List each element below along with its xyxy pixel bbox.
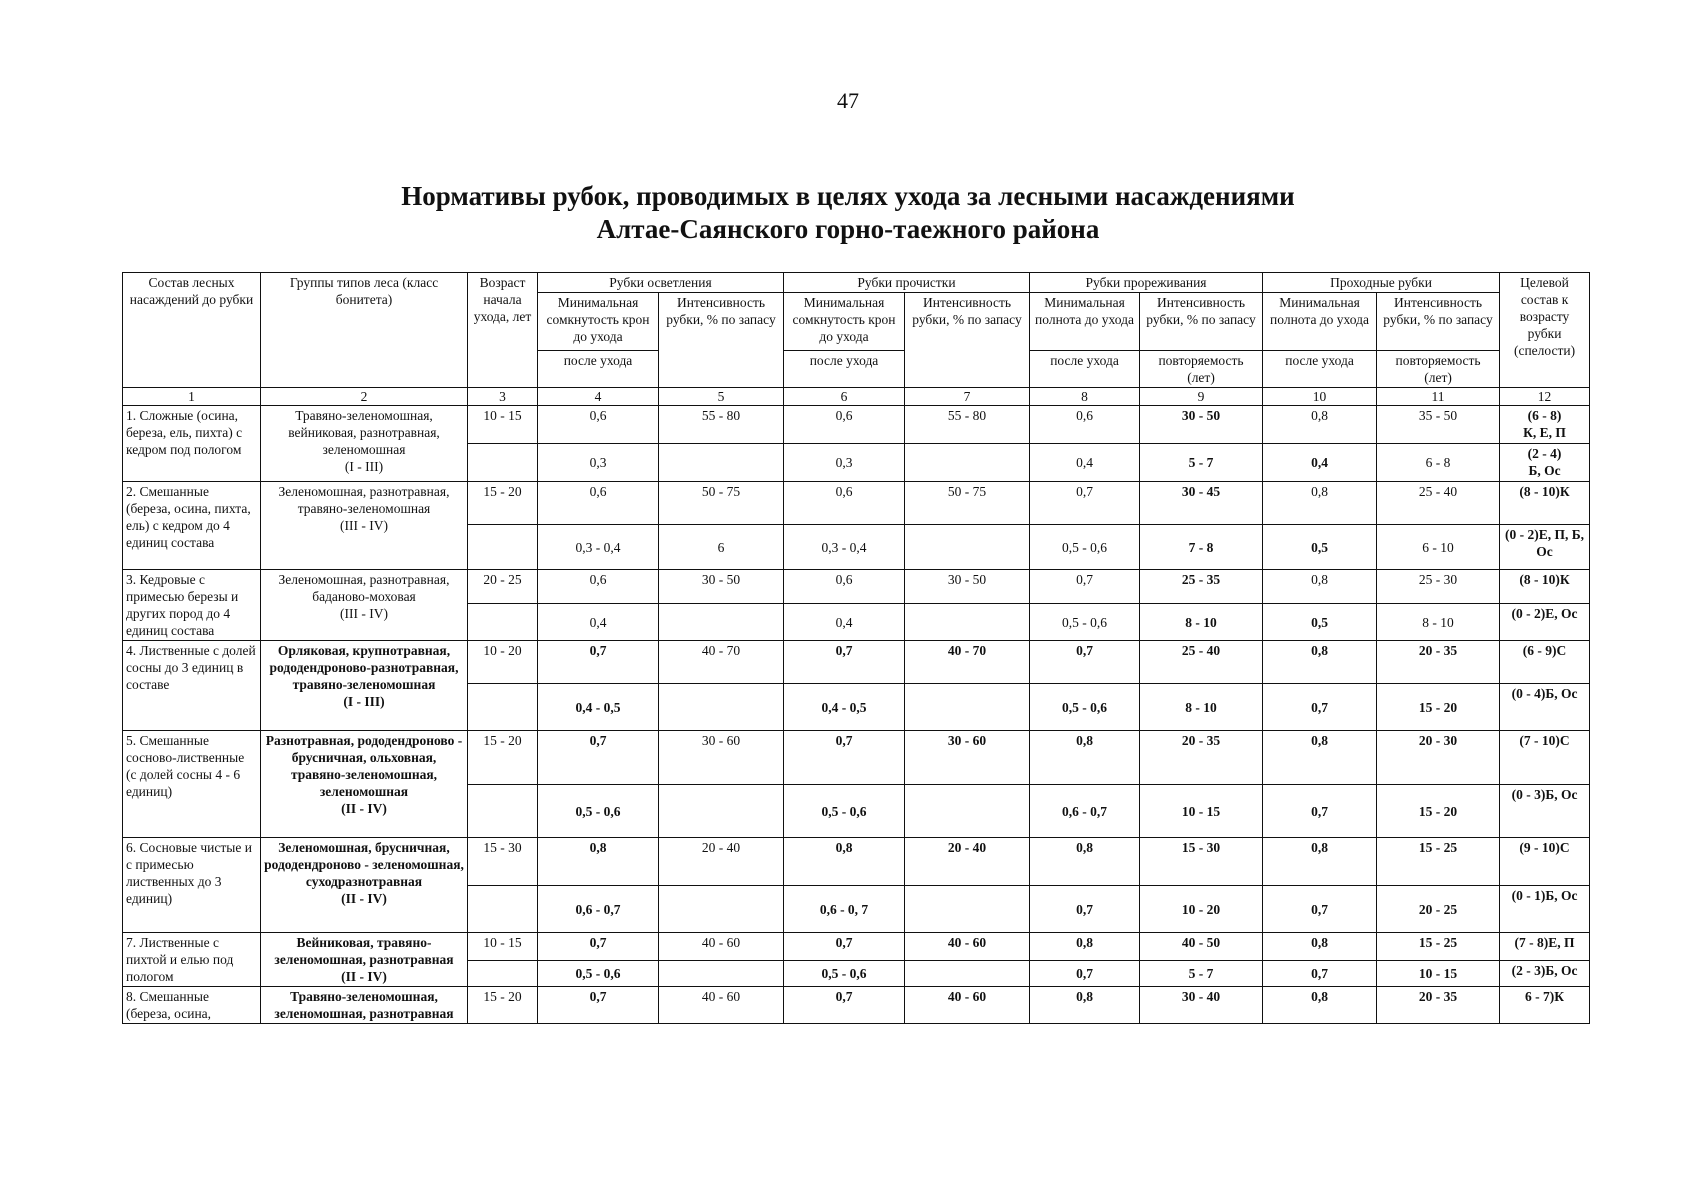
cell-value: 0,5 - 0,6 <box>538 961 659 987</box>
header-min-density-prohod: Минимальная полнота до ухода <box>1263 293 1377 351</box>
cell-value: 0,7 <box>784 933 905 961</box>
cell-empty <box>468 444 538 482</box>
header-group-prorezhivaniya: Рубки прореживания <box>1030 273 1263 293</box>
table-row <box>123 933 1590 961</box>
cell-value: 0,4 - 0,5 <box>784 684 905 731</box>
cell-value: 0,5 - 0,6 <box>538 785 659 838</box>
cell-value: (6 - 8) К, Е, П <box>1500 406 1590 444</box>
cell-value: 30 - 60 <box>905 731 1030 785</box>
page-number: 47 <box>837 88 859 113</box>
cell-value: 55 - 80 <box>905 406 1030 444</box>
title-line-1: Нормативы рубок, проводимых в целях ухода за лесными насаждениями <box>401 181 1295 211</box>
cell-value: 50 - 75 <box>905 482 1030 525</box>
cell-value: 0,8 <box>784 838 905 886</box>
cell-value: 0,8 <box>1263 731 1377 785</box>
cell-start-age: 15 - 30 <box>468 838 538 886</box>
cell-composition: 5. Смешанные сосново-лиственные (с долей сосны 4 - 6 единиц) <box>123 731 261 838</box>
header-start-age: Возраст начала ухода, лет <box>468 273 538 388</box>
cell-value: 30 - 50 <box>659 570 784 604</box>
cell-empty <box>468 961 538 987</box>
cell-value: 6 - 8 <box>1377 444 1500 482</box>
cell-value: 0,3 - 0,4 <box>538 525 659 570</box>
cell-value <box>905 961 1030 987</box>
page-title <box>0 180 1696 246</box>
table-row <box>123 641 1590 684</box>
cell-value: 0,6 - 0, 7 <box>784 886 905 933</box>
column-number-8: 8 <box>1030 388 1140 406</box>
header-intensity-prorezh: Интенсивность рубки, % по запасу <box>1140 293 1263 351</box>
cell-value: 40 - 70 <box>905 641 1030 684</box>
cell-empty <box>468 684 538 731</box>
header-group-prochistki: Рубки прочистки <box>784 273 1030 293</box>
cell-start-age: 15 - 20 <box>468 731 538 785</box>
cell-value <box>659 444 784 482</box>
cell-start-age: 20 - 25 <box>468 570 538 604</box>
cell-value: 15 - 25 <box>1377 838 1500 886</box>
column-number-7: 7 <box>905 388 1030 406</box>
cell-value: 30 - 50 <box>905 570 1030 604</box>
cell-value: 0,6 <box>784 482 905 525</box>
cell-composition: 6. Сосновые чистые и с примесью лиственных до 3 единиц) <box>123 838 261 933</box>
cell-value: 0,6 <box>538 482 659 525</box>
cell-value: 8 - 10 <box>1140 604 1263 641</box>
cell-value: 40 - 60 <box>659 933 784 961</box>
cell-value: 0,7 <box>1030 961 1140 987</box>
cell-start-age: 15 - 20 <box>468 987 538 1024</box>
cell-value: 0,7 <box>1263 684 1377 731</box>
cell-composition: 1. Сложные (осина, береза, ель, пихта) с кедром под пологом <box>123 406 261 482</box>
cell-value: 0,6 - 0,7 <box>1030 785 1140 838</box>
table-row <box>123 987 1590 1024</box>
cell-value: (2 - 4) Б, Ос <box>1500 444 1590 482</box>
cell-value: 20 - 35 <box>1140 731 1263 785</box>
cell-value: 0,7 <box>538 933 659 961</box>
cell-forest-types: Травяно-зеленомошная, зеленомошная, разнотравная <box>261 987 468 1024</box>
cell-value: 0,7 <box>784 987 905 1024</box>
table-row <box>123 838 1590 886</box>
cell-value: (0 - 2)Е, Ос <box>1500 604 1590 641</box>
cell-start-age: 15 - 20 <box>468 482 538 525</box>
cell-value: 20 - 40 <box>905 838 1030 886</box>
cell-start-age: 10 - 15 <box>468 933 538 961</box>
cell-value: 0,8 <box>1030 731 1140 785</box>
cell-value: (7 - 10)С <box>1500 731 1590 785</box>
cell-value: 40 - 60 <box>905 987 1030 1024</box>
header-after-care-osvet: после ухода <box>538 351 659 388</box>
cell-value: 0,8 <box>1263 933 1377 961</box>
cell-composition: 7. Лиственные с пихтой и елью под пологом <box>123 933 261 987</box>
column-number-1: 1 <box>123 388 261 406</box>
header-after-care-prohod: после ухода <box>1263 351 1377 388</box>
cell-value: 0,6 <box>538 570 659 604</box>
cell-value: 0,6 - 0,7 <box>538 886 659 933</box>
cell-value: 8 - 10 <box>1377 604 1500 641</box>
cell-value: 0,5 - 0,6 <box>1030 684 1140 731</box>
cell-value: 0,8 <box>1030 987 1140 1024</box>
cell-value <box>905 444 1030 482</box>
cell-value <box>905 604 1030 641</box>
cell-value: (7 - 8)Е, П <box>1500 933 1590 961</box>
column-number-4: 4 <box>538 388 659 406</box>
cell-value: 0,5 - 0,6 <box>784 785 905 838</box>
cell-value: 50 - 75 <box>659 482 784 525</box>
cell-value: 0,7 <box>538 987 659 1024</box>
cell-value: 15 - 20 <box>1377 785 1500 838</box>
cell-value: 0,7 <box>1263 961 1377 987</box>
cell-value: 30 - 60 <box>659 731 784 785</box>
cell-empty <box>468 886 538 933</box>
header-composition: Состав лесных насаждений до рубки <box>123 273 261 388</box>
cell-value: 0,4 <box>1030 444 1140 482</box>
cell-forest-types: Зеленомошная, разнотравная, баданово-моховая (III - IV) <box>261 570 468 641</box>
cell-composition: 4. Лиственные с долей сосны до 3 единиц в составе <box>123 641 261 731</box>
header-intensity-prohod: Интенсивность рубки, % по запасу <box>1377 293 1500 351</box>
header-after-care-prochist: после ухода <box>784 351 905 388</box>
column-number-11: 11 <box>1377 388 1500 406</box>
cell-value: 20 - 30 <box>1377 731 1500 785</box>
cell-value: 30 - 45 <box>1140 482 1263 525</box>
cell-value: 0,7 <box>1030 886 1140 933</box>
column-number-2: 2 <box>261 388 468 406</box>
cell-value: 6 - 7)К <box>1500 987 1590 1024</box>
cell-forest-types: Травяно-зеленомошная, вейниковая, разнотравная, зеленомошная (I - III) <box>261 406 468 482</box>
cell-value: 40 - 60 <box>905 933 1030 961</box>
cell-value: 0,8 <box>1030 838 1140 886</box>
header-intensity-prochist: Интенсивность рубки, % по запасу <box>905 293 1030 388</box>
cell-composition: 8. Смешанные (береза, осина, <box>123 987 261 1024</box>
cell-forest-types: Орляковая, крупнотравная, рододендроново-разнотравная, травяно-зеленомошная (I - III) <box>261 641 468 731</box>
cell-value: 0,6 <box>784 406 905 444</box>
cell-value: (0 - 3)Б, Ос <box>1500 785 1590 838</box>
cell-value: 6 - 10 <box>1377 525 1500 570</box>
cell-value: 0,8 <box>1263 838 1377 886</box>
cell-value: 0,4 <box>1263 444 1377 482</box>
cell-value: 15 - 20 <box>1377 684 1500 731</box>
cell-value: 0,7 <box>784 731 905 785</box>
cell-value: 0,5 - 0,6 <box>1030 604 1140 641</box>
cell-value: 0,7 <box>1030 641 1140 684</box>
table-row <box>123 406 1590 444</box>
cell-value <box>659 886 784 933</box>
cell-value: 0,8 <box>1263 987 1377 1024</box>
cell-value: 0,7 <box>1030 570 1140 604</box>
cell-value: 15 - 30 <box>1140 838 1263 886</box>
header-group-osvetleniya: Рубки осветления <box>538 273 784 293</box>
cell-value: 7 - 8 <box>1140 525 1263 570</box>
cell-start-age: 10 - 20 <box>468 641 538 684</box>
cell-value: 5 - 7 <box>1140 961 1263 987</box>
cell-value: 8 - 10 <box>1140 684 1263 731</box>
cell-value: (8 - 10)К <box>1500 570 1590 604</box>
cell-value: (0 - 1)Б, Ос <box>1500 886 1590 933</box>
cell-value <box>905 785 1030 838</box>
header-after-care-prorezh: после ухода <box>1030 351 1140 388</box>
cell-value: 0,6 <box>538 406 659 444</box>
header-target-composition: Целевой состав к возрасту рубки (спелости) <box>1500 273 1590 388</box>
cell-value: 0,8 <box>1263 570 1377 604</box>
cell-value: 0,5 - 0,6 <box>784 961 905 987</box>
cell-value: 15 - 25 <box>1377 933 1500 961</box>
cell-value <box>905 886 1030 933</box>
header-min-closure-prochist: Минимальная сомкнутость крон до ухода <box>784 293 905 351</box>
cell-value: (6 - 9)С <box>1500 641 1590 684</box>
cell-value: 0,5 <box>1263 604 1377 641</box>
cell-value: 0,7 <box>538 641 659 684</box>
table-row <box>123 731 1590 785</box>
cell-value <box>659 604 784 641</box>
cell-value: 0,5 - 0,6 <box>1030 525 1140 570</box>
header-forest-types: Группы типов леса (класс бонитета) <box>261 273 468 388</box>
cell-value: 25 - 35 <box>1140 570 1263 604</box>
cell-value: 20 - 35 <box>1377 987 1500 1024</box>
cell-value <box>905 525 1030 570</box>
cell-value: 10 - 20 <box>1140 886 1263 933</box>
cell-forest-types: Зеленомошная, брусничная, рододендроново - зеленомошная, суходразнотравная (II - IV) <box>261 838 468 933</box>
cell-value: 25 - 40 <box>1377 482 1500 525</box>
cell-value: (2 - 3)Б, Ос <box>1500 961 1590 987</box>
cell-forest-types: Зеленомошная, разнотравная, травяно-зеленомошная (III - IV) <box>261 482 468 570</box>
header-min-density-prorezh: Минимальная полнота до ухода <box>1030 293 1140 351</box>
cell-value: 35 - 50 <box>1377 406 1500 444</box>
column-number-3: 3 <box>468 388 538 406</box>
cell-value: 0,4 <box>538 604 659 641</box>
cell-value <box>659 684 784 731</box>
column-number-10: 10 <box>1263 388 1377 406</box>
header-repeat-prorezh: повторяемость (лет) <box>1140 351 1263 388</box>
cell-value: 0,8 <box>1030 933 1140 961</box>
cell-value: 25 - 30 <box>1377 570 1500 604</box>
column-number-5: 5 <box>659 388 784 406</box>
norms-table <box>122 272 1590 1024</box>
cell-start-age: 10 - 15 <box>468 406 538 444</box>
column-number-6: 6 <box>784 388 905 406</box>
cell-value: 0,7 <box>538 731 659 785</box>
cell-value: 55 - 80 <box>659 406 784 444</box>
cell-value: 30 - 40 <box>1140 987 1263 1024</box>
cell-value: 40 - 50 <box>1140 933 1263 961</box>
cell-value: 6 <box>659 525 784 570</box>
cell-value: 0,4 <box>784 604 905 641</box>
column-number-9: 9 <box>1140 388 1263 406</box>
cell-value: (0 - 2)Е, П, Б, Ос <box>1500 525 1590 570</box>
cell-value: 10 - 15 <box>1140 785 1263 838</box>
header-repeat-prohod: повторяемость (лет) <box>1377 351 1500 388</box>
cell-value: 5 - 7 <box>1140 444 1263 482</box>
cell-value: 0,5 <box>1263 525 1377 570</box>
cell-composition: 3. Кедровые с примесью березы и других пород до 4 единиц состава <box>123 570 261 641</box>
cell-value: (0 - 4)Б, Ос <box>1500 684 1590 731</box>
cell-value: 0,3 - 0,4 <box>784 525 905 570</box>
cell-value: 0,4 - 0,5 <box>538 684 659 731</box>
table-row <box>123 570 1590 604</box>
cell-value: 40 - 60 <box>659 987 784 1024</box>
title-line-2: Алтае-Саянского горно-таежного района <box>596 214 1100 244</box>
cell-value: 0,8 <box>538 838 659 886</box>
header-intensity-osvet: Интенсивность рубки, % по запасу <box>659 293 784 388</box>
cell-value: 0,8 <box>1263 482 1377 525</box>
cell-value: 20 - 25 <box>1377 886 1500 933</box>
cell-value: 10 - 15 <box>1377 961 1500 987</box>
column-number-12: 12 <box>1500 388 1590 406</box>
cell-value: 0,7 <box>1263 785 1377 838</box>
cell-value: 0,7 <box>1030 482 1140 525</box>
header-group-prohodnye: Проходные рубки <box>1263 273 1500 293</box>
cell-empty <box>468 604 538 641</box>
cell-value <box>905 684 1030 731</box>
cell-forest-types: Разнотравная, рододендроново - брусничная, ольховная, травяно-зеленомошная, зеленомошная (II - IV) <box>261 731 468 838</box>
cell-value: 0,7 <box>784 641 905 684</box>
cell-value <box>659 961 784 987</box>
cell-value: 0,6 <box>1030 406 1140 444</box>
cell-empty <box>468 785 538 838</box>
cell-value: 0,3 <box>538 444 659 482</box>
cell-value: 30 - 50 <box>1140 406 1263 444</box>
cell-value: 0,8 <box>1263 641 1377 684</box>
cell-value <box>659 785 784 838</box>
cell-value: 20 - 35 <box>1377 641 1500 684</box>
cell-value: 0,7 <box>1263 886 1377 933</box>
cell-composition: 2. Смешанные (береза, осина, пихта, ель) с кедром до 4 единиц состава <box>123 482 261 570</box>
cell-value: 20 - 40 <box>659 838 784 886</box>
cell-value: (8 - 10)К <box>1500 482 1590 525</box>
cell-value: 0,8 <box>1263 406 1377 444</box>
cell-value: 0,3 <box>784 444 905 482</box>
header-min-closure-osvet: Минимальная сомкнутость крон до ухода <box>538 293 659 351</box>
cell-value: 40 - 70 <box>659 641 784 684</box>
cell-value: (9 - 10)С <box>1500 838 1590 886</box>
table-row <box>123 482 1590 525</box>
cell-value: 25 - 40 <box>1140 641 1263 684</box>
cell-value: 0,6 <box>784 570 905 604</box>
cell-empty <box>468 525 538 570</box>
cell-forest-types: Вейниковая, травяно-зеленомошная, разнотравная (II - IV) <box>261 933 468 987</box>
